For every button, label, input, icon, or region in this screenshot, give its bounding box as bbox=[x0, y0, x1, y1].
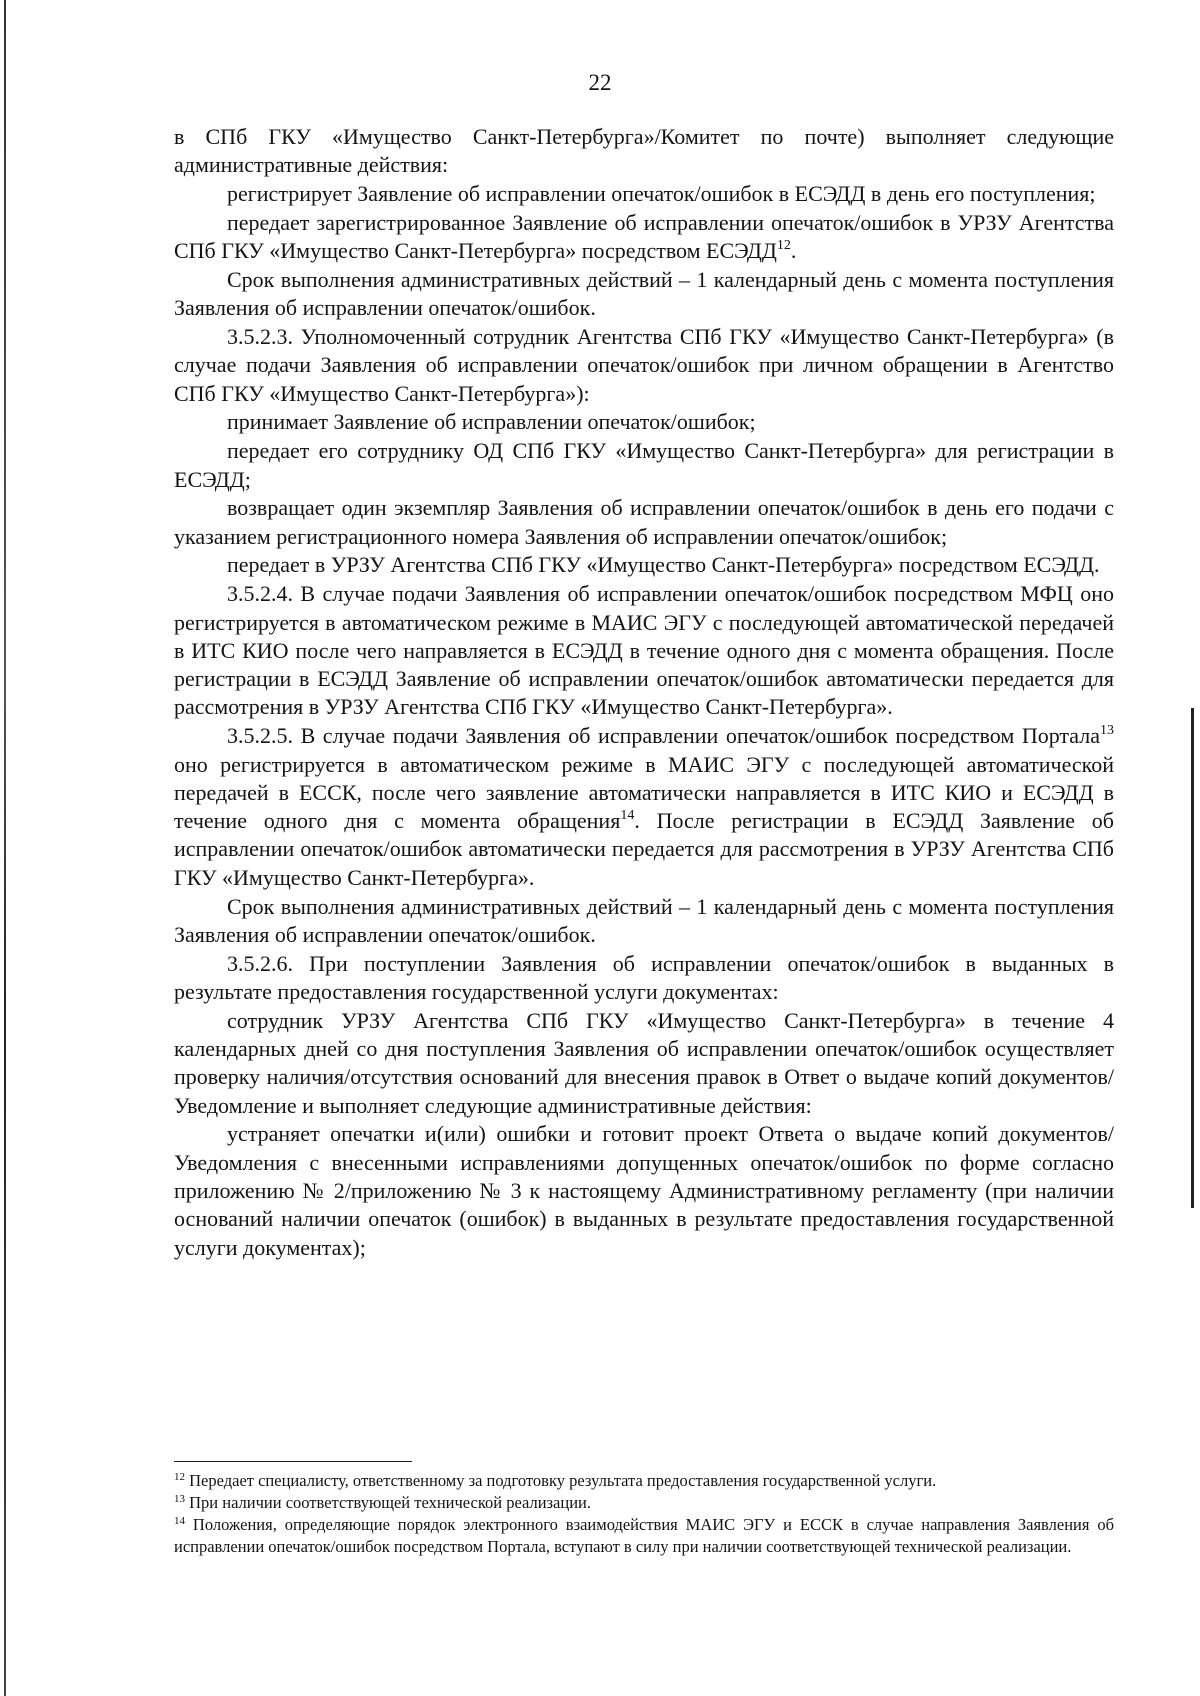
footnote-ref-13: 13 bbox=[1100, 723, 1114, 739]
page-number: 22 bbox=[588, 70, 612, 95]
paragraph-15: устраняет опечатки и(или) ошибки и готовит проект Ответа о выдаче копий документов/Уведомления с внесенными исправлениями допущенных опечаток/ошибок по форме согласно приложению № 2/приложению № 3 к настоящему Административному регламенту (при наличии оснований наличии опечаток (ошибок) в выданных в результате предоставления государственной услуги документах); bbox=[174, 1121, 1114, 1260]
scan-left-edge bbox=[4, 0, 6, 1696]
footnote-13: $^{13}$ При наличии соответствующей технической реализации. bbox=[174, 1493, 591, 1512]
footnote-number: 12 bbox=[174, 1471, 185, 1483]
footnote-ref-14: 14 bbox=[620, 808, 635, 824]
paragraph-4: Срок выполнения административных действий – 1 календарный день с момента поступления Заявления об исправлении опечаток/ошибок. bbox=[174, 266, 1114, 321]
scan-right-mark bbox=[1191, 708, 1194, 1208]
footnote-ref-12: 12 bbox=[776, 238, 791, 254]
paragraph-8: возвращает один экземпляр Заявления об исправлении опечаток/ошибок в день его подачи с указанием регистрационного номера Заявления об исправлении опечаток/ошибок; bbox=[174, 495, 1114, 549]
footnote-12: $^{12}$ Передает специалисту, ответственному за подготовку результата предоставления государственной услуги. bbox=[174, 1471, 937, 1490]
paragraph-1: в СПб ГКУ «Имущество Санкт-Петербурга»/Комитет по почте) выполняет следующие административные действия: bbox=[174, 124, 1114, 178]
paragraph-11: 3.5.2.5. В случае подачи Заявления об исправлении опечаток/ошибок посредством Портала$^{13}$ оно регистрируется в автоматическом режиме в МАИС ЭГУ с последующей автоматической передачей в ЕССК, после чего заявление автоматически направляется в ИТС КИО и ЕСЭДД в течение одного дня с момента обращения$^{14}$. После регистрации в ЕСЭДД Заявление об исправлении опечаток/ошибок автоматически передается для рассмотрения в УРЗУ Агентства СПб ГКУ «Имущество Санкт-Петербурга». bbox=[174, 723, 1114, 890]
paragraph-9: передает в УРЗУ Агентства СПб ГКУ «Имущество Санкт-Петербурга» посредством ЕСЭДД. bbox=[227, 552, 1100, 578]
footnote-number: 13 bbox=[174, 1493, 185, 1505]
paragraph-13: 3.5.2.6. При поступлении Заявления об исправлении опечаток/ошибок в выданных в результате предоставления государственной услуги документах: bbox=[174, 950, 1114, 1004]
paragraph-14: сотрудник УРЗУ Агентства СПб ГКУ «Имущество Санкт-Петербурга» в течение 4 календарных дней со дня поступления Заявления об исправлении опечаток/ошибок осуществляет проверку наличия/отсутствия оснований для внесения правок в Ответ о выдаче копий документов/Уведомление и выполняет следующие административные действия: bbox=[174, 1007, 1114, 1118]
body-text bbox=[174, 123, 1114, 1262]
paragraph-3: передает зарегистрированное Заявление об исправлении опечаток/ошибок в УРЗУ Агентства СПб ГКУ «Имущество Санкт-Петербурга» посредством ЕСЭДД$^{12}$. bbox=[174, 209, 1114, 264]
footnote-number: 14 bbox=[174, 1515, 185, 1527]
paragraph-12: Срок выполнения административных действий – 1 календарный день с момента поступления Заявления об исправлении опечаток/ошибок. bbox=[174, 893, 1114, 947]
paragraph-7: передает его сотруднику ОД СПб ГКУ «Имущество Санкт-Петербурга» для регистрации в ЕСЭДД; bbox=[174, 438, 1114, 492]
paragraph-10: 3.5.2.4. В случае подачи Заявления об исправлении опечаток/ошибок посредством МФЦ оно регистрируется в автоматическом режиме в МАИС ЭГУ с последующей автоматической передачей в ИТС КИО после чего направляется в ЕСЭДД в течение одного дня с момента обращения. После регистрации в ЕСЭДД Заявление об исправлении опечаток/ошибок автоматически передается для рассмотрения в УРЗУ Агентства СПб ГКУ «Имущество Санкт-Петербурга». bbox=[174, 581, 1114, 720]
footnote-separator bbox=[174, 1461, 412, 1462]
paragraph-5: 3.5.2.3. Уполномоченный сотрудник Агентства СПб ГКУ «Имущество Санкт-Петербурга» (в случае подачи Заявления об исправлении опечаток/ошибок при личном обращении в Агентство СПб ГКУ «Имущество Санкт-Петербурга»): bbox=[174, 324, 1114, 406]
footnote-14: $^{14}$ Положения, определяющие порядок электронного взаимодействия МАИС ЭГУ и ЕССК в случае направления Заявления об исправлении опечаток/ошибок посредством Портала, вступают в силу при наличии соответствующей технической реализации. bbox=[174, 1515, 1114, 1556]
footnotes bbox=[174, 1470, 1114, 1558]
paragraph-2: регистрирует Заявление об исправлении опечаток/ошибок в ЕСЭДД в день его поступления; bbox=[227, 181, 1096, 207]
paragraph-6: принимает Заявление об исправлении опечаток/ошибок; bbox=[227, 409, 756, 435]
